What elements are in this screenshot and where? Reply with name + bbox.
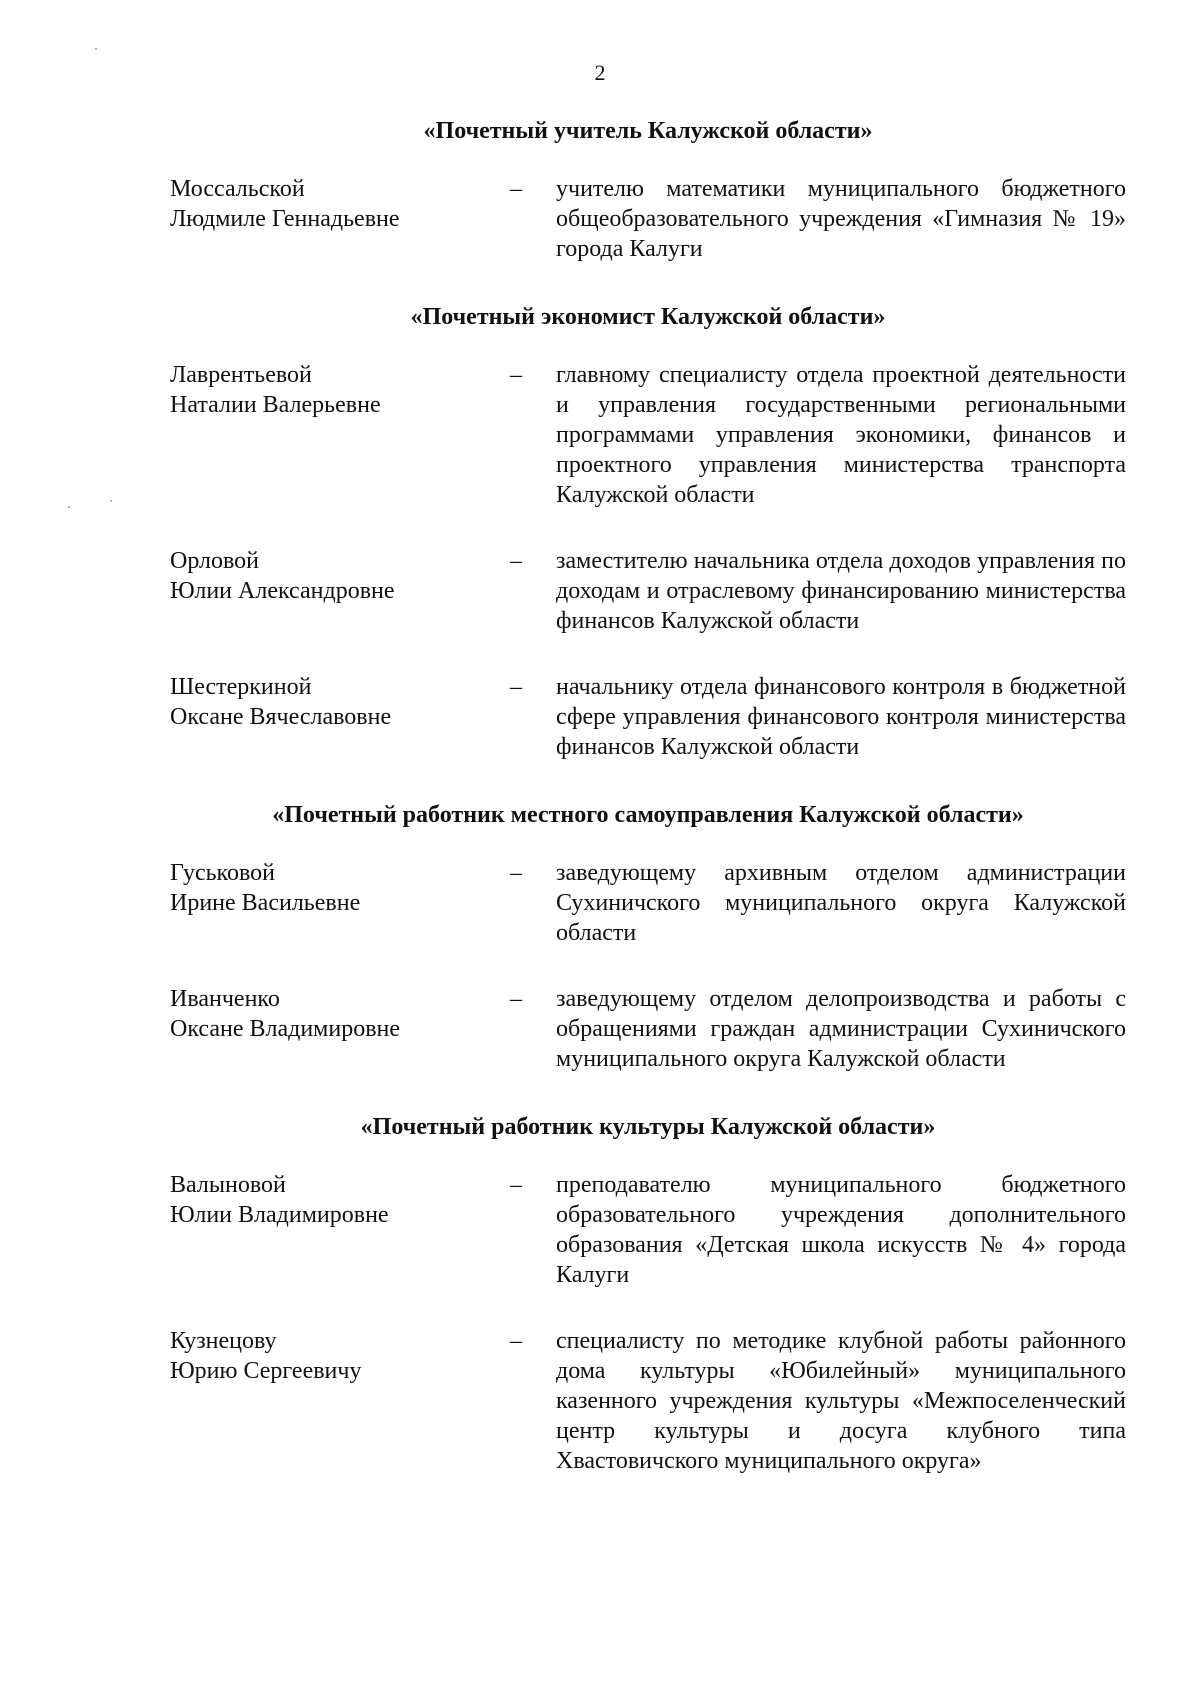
entry-dash: – — [510, 548, 522, 574]
recipient-name — [170, 360, 510, 510]
recipient-position: специалисту по методике клубной работы районного дома культуры «Юбилейный» муниципального казенного учреждения культуры «Межпоселенческий центр культуры и досуга клубного типа Хвастовичского муниципального округа» — [556, 1328, 1126, 1474]
recipient-surname: Гуськовой — [170, 860, 276, 886]
award-section — [170, 1112, 1126, 1476]
award-section — [170, 302, 1126, 762]
recipient-surname: Лаврентьевой — [170, 362, 312, 388]
section-title: «Почетный экономист Калужской области» — [410, 304, 886, 330]
award-entry — [170, 858, 1126, 948]
entry-dash: – — [510, 176, 522, 202]
recipient-name — [170, 174, 510, 264]
award-entry — [170, 360, 1126, 510]
recipient-given-name: Наталии Валерьевне — [170, 392, 381, 418]
award-entry — [170, 1326, 1126, 1476]
page-number: 2 — [594, 60, 606, 85]
award-entry — [170, 546, 1126, 636]
section-entries — [170, 360, 1126, 762]
recipient-given-name: Юлии Владимировне — [170, 1202, 389, 1228]
recipient-surname: Валыновой — [170, 1172, 286, 1198]
entry-dash: – — [510, 860, 522, 886]
entry-dash: – — [510, 1172, 522, 1198]
entry-dash: – — [510, 1328, 522, 1354]
recipient-position: заведующему отделом делопроизводства и работы с обращениями граждан администрации Сухиничского муниципального округа Калужской области — [556, 986, 1126, 1072]
section-title: «Почетный работник культуры Калужской области» — [360, 1114, 936, 1140]
recipient-name — [170, 672, 510, 762]
scan-speck — [110, 500, 112, 502]
recipient-surname: Орловой — [170, 548, 260, 574]
award-section — [170, 800, 1126, 1074]
award-entry — [170, 672, 1126, 762]
recipient-position: заведующему архивным отделом администрации Сухиничского муниципального округа Калужской области — [556, 860, 1126, 946]
section-title: «Почетный работник местного самоуправления Калужской области» — [272, 802, 1024, 828]
recipient-position: начальнику отдела финансового контроля в бюджетной сфере управления финансового контроля министерства финансов Калужской области — [556, 674, 1126, 760]
award-entry — [170, 174, 1126, 264]
award-section — [170, 116, 1126, 264]
recipient-given-name: Оксане Владимировне — [170, 1016, 401, 1042]
award-list — [170, 116, 1126, 1476]
recipient-given-name: Оксане Вячеславовне — [170, 704, 392, 730]
recipient-surname: Шестеркиной — [170, 674, 312, 700]
award-entry — [170, 984, 1126, 1074]
recipient-name — [170, 1326, 510, 1476]
recipient-surname: Моссальской — [170, 176, 305, 202]
recipient-name — [170, 546, 510, 636]
recipient-surname: Кузнецову — [170, 1328, 277, 1354]
section-entries — [170, 1170, 1126, 1476]
entry-dash: – — [510, 362, 522, 388]
entry-dash: – — [510, 674, 522, 700]
recipient-name — [170, 858, 510, 948]
recipient-surname: Иванченко — [170, 986, 280, 1012]
award-entry — [170, 1170, 1126, 1290]
recipient-given-name: Юлии Александровне — [170, 578, 395, 604]
section-entries — [170, 858, 1126, 1074]
recipient-position: преподавателю муниципального бюджетного образовательного учреждения дополнительного образования «Детская школа искусств № 4» города Калуги — [556, 1172, 1126, 1288]
scan-speck — [95, 48, 97, 50]
entry-dash: – — [510, 986, 522, 1012]
recipient-position: главному специалисту отдела проектной деятельности и управления государственными региональными программами управления экономики, финансов и проектного управления министерства транспорта Калужской области — [556, 362, 1126, 508]
recipient-position: заместителю начальника отдела доходов управления по доходам и отраслевому финансированию министерства финансов Калужской области — [556, 548, 1126, 634]
recipient-name — [170, 1170, 510, 1290]
recipient-given-name: Ирине Васильевне — [170, 890, 361, 916]
recipient-position: учителю математики муниципального бюджетного общеобразовательного учреждения «Гимназия № 19» города Калуги — [556, 176, 1126, 262]
recipient-given-name: Юрию Сергеевичу — [170, 1358, 362, 1384]
recipient-given-name: Людмиле Геннадьевне — [170, 206, 400, 232]
scan-speck — [68, 506, 70, 508]
section-title: «Почетный учитель Калужской области» — [423, 118, 873, 144]
section-entries — [170, 174, 1126, 264]
recipient-name — [170, 984, 510, 1074]
